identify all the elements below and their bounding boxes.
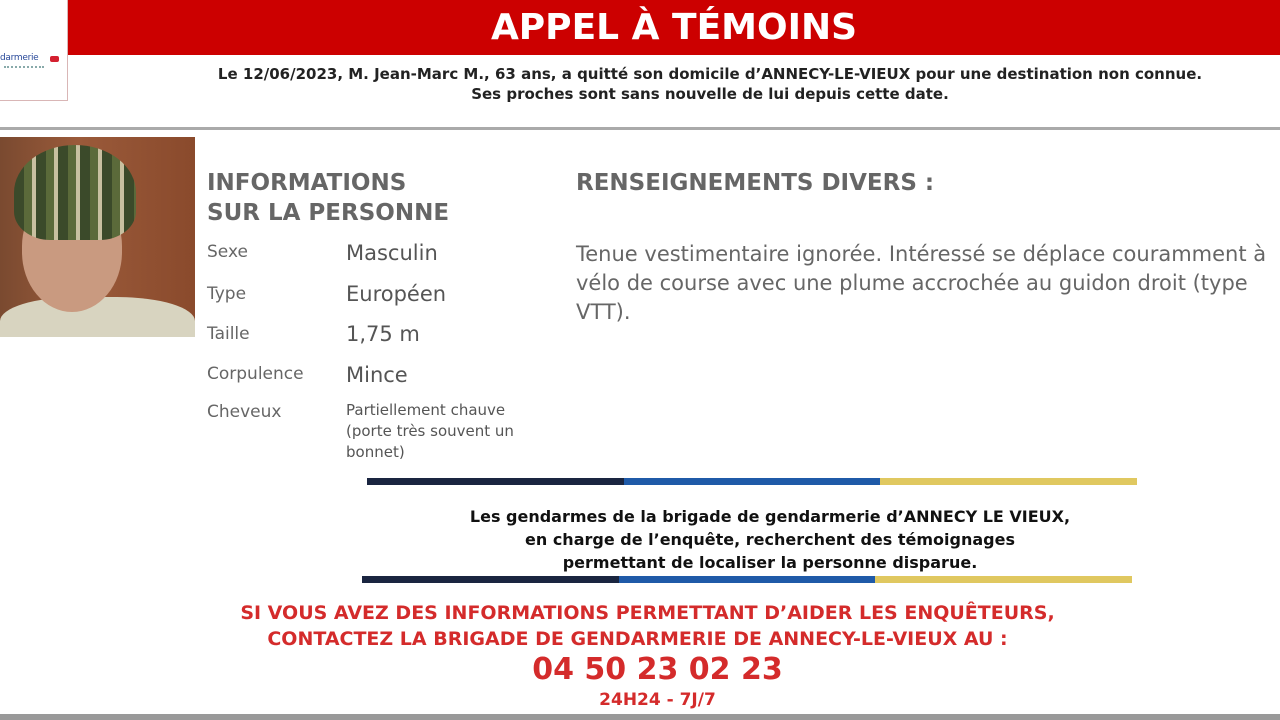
label-sexe: Sexe [207,242,248,262]
contact-line-2: CONTACTEZ LA BRIGADE DE GENDARMERIE DE ANNECY-LE-VIEUX AU : [267,628,1008,650]
value-type: Européen [346,282,447,306]
gendarmes-message [370,505,1170,574]
contact-hours: 24H24 - 7J/7 [599,690,716,710]
person-info-heading [207,168,449,228]
label-type: Type [207,284,247,304]
value-sexe: Masculin [346,241,438,265]
divers-heading: RENSEIGNEMENTS DIVERS : [576,170,935,196]
value-corpulence: Mince [346,363,408,387]
logo-flame-icon [50,56,59,62]
logo-text: darmerie [0,53,39,63]
contact-line-1: SI VOUS AVEZ DES INFORMATIONS PERMETTANT D’AIDER LES ENQUÊTEURS, [240,602,1055,624]
message-line-3: permettant de localiser la personne disparue. [562,553,978,572]
label-taille: Taille [207,324,250,344]
gendarmerie-logo [0,0,68,101]
message-line-1: Les gendarmes de la brigade de gendarmerie d’ANNECY LE VIEUX, [469,507,1071,526]
intro-text [110,64,1280,104]
label-corpulence: Corpulence [207,364,304,384]
logo-subtitle [4,66,44,68]
heading-line-2: SUR LA PERSONNE [207,200,450,226]
tricolor-stripe-top [367,478,1137,485]
divers-text: Tenue vestimentaire ignorée. Intéressé se déplace couramment à vélo de course avec une plume accrochée au guidon droit (type VTT). [576,242,1267,324]
message-line-2: en charge de l’enquête, recherchent des témoignages [525,530,1015,549]
heading-line-1: INFORMATIONS [207,170,407,196]
value-cheveux: Partiellement chauve (porte très souvent un bonnet) [346,401,514,461]
intro-line-2: Ses proches sont sans nouvelle de lui depuis cette date. [471,85,949,103]
title-banner: APPEL À TÉMOINS [68,0,1280,55]
contact-phone: 04 50 23 02 23 [532,652,783,687]
tricolor-stripe-bottom [362,576,1132,583]
intro-line-1: Le 12/06/2023, M. Jean-Marc M., 63 ans, a quitté son domicile d’ANNECY-LE-VIEUX pour une destination non connue. [217,65,1203,83]
divider [0,127,1280,130]
bottom-border [0,714,1280,720]
value-taille: 1,75 m [346,322,420,346]
label-cheveux: Cheveux [207,402,282,422]
person-photo [0,137,195,337]
